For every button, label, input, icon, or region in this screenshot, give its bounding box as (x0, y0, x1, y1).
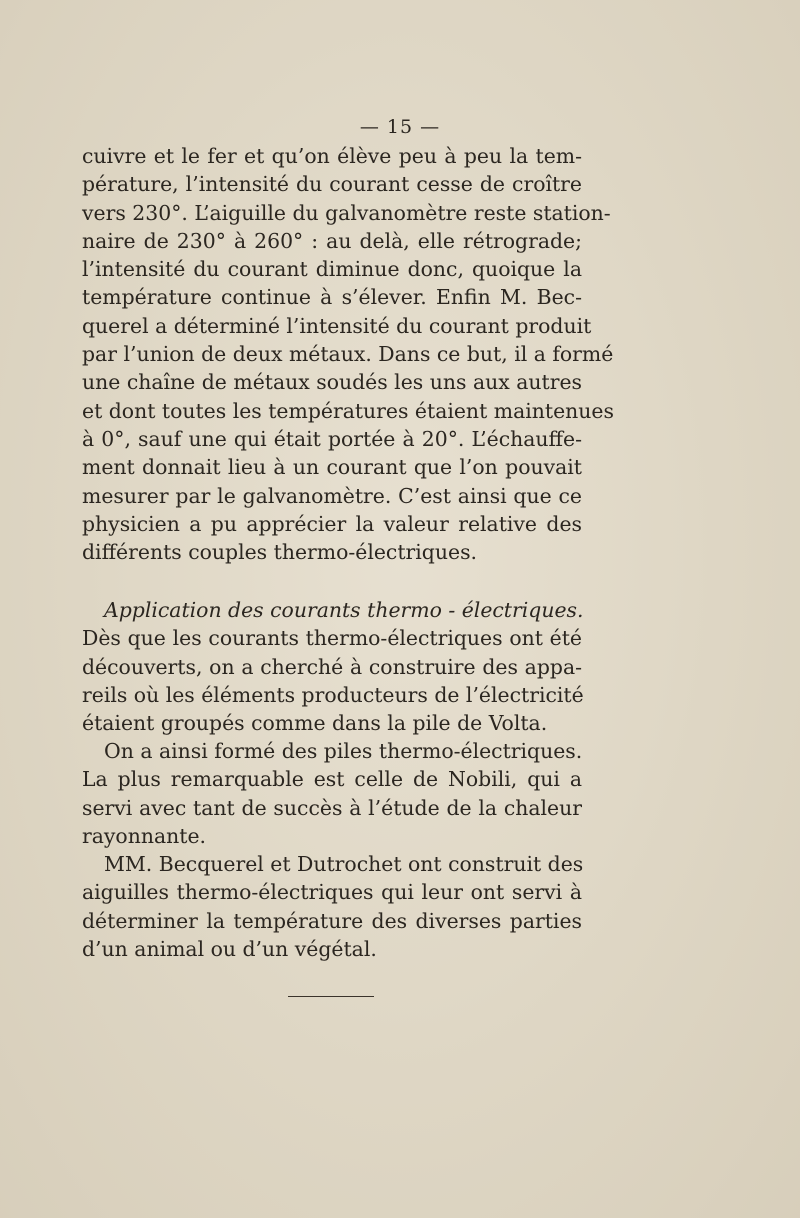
text-line: à 0°, sauf une qui était portée à 20°. L’échauffe- (82, 426, 582, 451)
text-line: On a ainsi formé des piles thermo-électriques. (104, 739, 583, 763)
text-line: par l’union de deux métaux. Dans ce but, il a formé (82, 342, 614, 367)
text-line: pérature, l’intensité du courant cesse de croître (82, 172, 582, 197)
text-line: aiguilles thermo-électriques qui leur ont servi à (82, 880, 582, 905)
paragraph-2 (82, 596, 582, 737)
paragraph-3 (82, 737, 582, 850)
text-line: d’un animal ou d’un végétal. (82, 936, 377, 961)
paragraph-1 (82, 142, 614, 566)
text-line: querel a déterminé l’intensité du courant produit (82, 313, 592, 338)
text-line: cuivre et le fer et qu’on élève peu à peu la tem- (82, 144, 582, 168)
text-line: découverts, on a cherché à construire des appa- (82, 654, 582, 679)
text-line: Dès que les courants thermo-électriques ont été (82, 626, 582, 651)
paragraph-4 (82, 850, 582, 963)
text-line: servi avec tant de succès à l’étude de la chaleur (82, 795, 582, 820)
text-line: ment donnait lieu à un courant que l’on pouvait (82, 455, 582, 480)
text-line: La plus remarquable est celle de Nobili, qui a (82, 767, 582, 792)
end-rule (288, 996, 374, 997)
text-line: mesurer par le galvanomètre. C’est ainsi que ce (82, 483, 582, 508)
text-line: naire de 230° à 260° : au delà, elle rétrograde; (82, 228, 582, 253)
text-line: différents couples thermo-électriques. (82, 540, 478, 565)
text-line: l’intensité du courant diminue donc, quoique la (82, 257, 582, 282)
text-line: et dont toutes les températures étaient maintenues (82, 398, 614, 423)
page-number: — 15 — (359, 116, 441, 138)
section-heading: Application des courants thermo - électriques. (104, 598, 584, 622)
text-line: physicien a pu apprécier la valeur relative des (82, 511, 582, 536)
text-line: vers 230°. L’aiguille du galvanomètre reste station- (82, 200, 611, 225)
text-line: étaient groupés comme dans la pile de Volta. (82, 711, 548, 736)
text-line: reils où les éléments producteurs de l’électricité (82, 682, 584, 707)
text-line: rayonnante. (82, 823, 206, 848)
text-line: MM. Becquerel et Dutrochet ont construit des (104, 852, 584, 876)
text-line: une chaîne de métaux soudés les uns aux autres (82, 370, 582, 395)
text-line: température continue à s’élever. Enfin M. Bec- (82, 285, 582, 310)
text-line: déterminer la température des diverses parties (82, 908, 582, 933)
